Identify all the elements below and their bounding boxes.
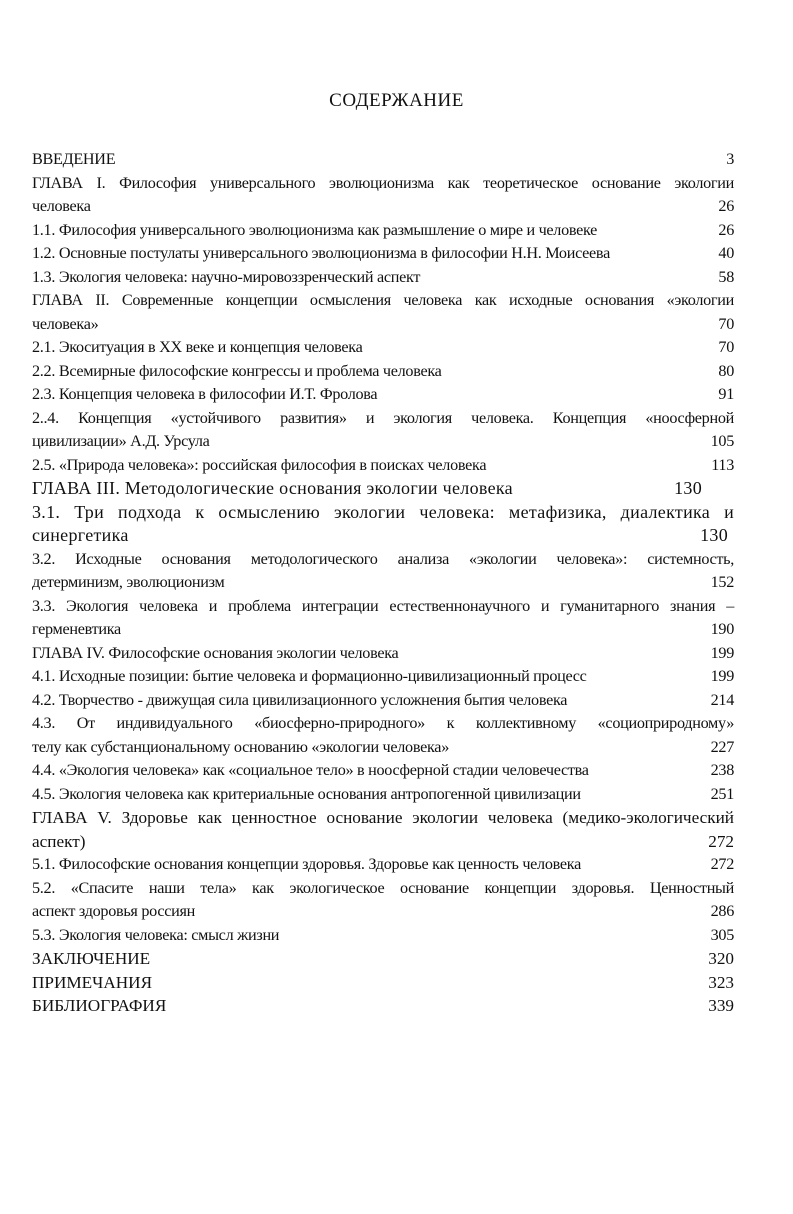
toc-entry-title-cont: детерминизм, эволюционизм <box>32 573 225 591</box>
toc-entry-title: ВВЕДЕНИЕ <box>32 150 116 168</box>
toc-entry-section-4-2[interactable] <box>32 689 734 713</box>
toc-entry-chapter-1[interactable] <box>32 172 734 219</box>
toc-entry-page: 227 <box>710 737 734 756</box>
toc-entry-title-cont: человека <box>32 197 91 215</box>
toc-entry-title: ГЛАВА V. Здоровье как ценностное основание экологии человека (медико-экологический <box>32 808 734 827</box>
toc-entry-page: 251 <box>710 784 734 803</box>
toc-entry-title: 5.2. «Спасите наши тела» как экологическое основание концепции здоровья. Ценностный <box>32 878 734 897</box>
toc-entry-section-3-3[interactable] <box>32 595 734 642</box>
toc-entry-section-5-1[interactable] <box>32 853 734 877</box>
toc-entry-title-cont: аспект) <box>32 831 86 851</box>
toc-entry-section-2-5[interactable] <box>32 454 734 478</box>
toc-entry-title: БИБЛИОГРАФИЯ <box>32 996 167 1015</box>
toc-entry-page: 91 <box>718 385 734 403</box>
toc-entry-title-cont: человека» <box>32 314 99 333</box>
toc-entry-title: ГЛАВА III. Методологические основания экологии человека <box>32 478 513 498</box>
toc-entry-title: 3.1. Три подхода к осмыслению экологии человека: метафизика, диалектика и <box>32 501 734 522</box>
toc-entry-notes[interactable] <box>32 971 734 995</box>
toc-entry-title: 4.5. Экология человека как критериальные основания антропогенной цивилизации <box>32 784 581 803</box>
toc-entry-page: 272 <box>708 831 734 851</box>
toc-entry-page: 26 <box>718 197 734 215</box>
toc-entry-title: 2.3. Концепция человека в философии И.Т. Фролова <box>32 385 378 403</box>
page-title: СОДЕРЖАНИЕ <box>329 90 464 111</box>
toc-entry-chapter-3[interactable] <box>32 477 734 501</box>
table-of-contents <box>32 148 734 1018</box>
toc-entry-page: 80 <box>718 361 734 380</box>
toc-entry-title-cont: аспект здоровья россиян <box>32 902 195 920</box>
toc-entry-section-1-3[interactable] <box>32 266 734 290</box>
toc-entry-title: 1.3. Экология человека: научно-мировоззренческий аспект <box>32 267 421 286</box>
toc-entry-section-3-1[interactable] <box>32 501 734 548</box>
toc-entry-page: 199 <box>710 667 734 685</box>
toc-entry-title: 5.1. Философские основания концепции здоровья. Здоровье как ценность человека <box>32 855 581 873</box>
toc-entry-page: 199 <box>710 643 734 662</box>
toc-entry-title: ГЛАВА I. Философия универсального эволюционизма как теоретическое основание экологии <box>32 173 734 192</box>
toc-entry-page: 305 <box>710 925 734 944</box>
toc-entry-title: 4.1. Исходные позиции: бытие человека и формационно-цивилизационный процесс <box>32 667 587 685</box>
toc-entry-page: 40 <box>718 244 734 262</box>
toc-entry-page: 26 <box>718 220 734 239</box>
toc-entry-chapter-5[interactable] <box>32 806 734 853</box>
toc-entry-page: 214 <box>710 690 734 709</box>
toc-entry-section-3-2[interactable] <box>32 548 734 595</box>
toc-entry-title: 1.2. Основные постулаты универсального эволюционизма в философии Н.Н. Моисеева <box>32 244 610 262</box>
toc-entry-section-4-1[interactable] <box>32 665 734 689</box>
toc-entry-page: 272 <box>710 855 734 873</box>
toc-entry-page: 58 <box>718 267 734 286</box>
toc-entry-bibliography[interactable] <box>32 994 734 1018</box>
toc-entry-section-5-2[interactable] <box>32 877 734 924</box>
toc-entry-title: 5.3. Экология человека: смысл жизни <box>32 925 280 944</box>
toc-entry-title: ГЛАВА IV. Философские основания экологии человека <box>32 643 399 662</box>
toc-entry-title: ЗАКЛЮЧЕНИЕ <box>32 949 151 968</box>
toc-entry-chapter-4[interactable] <box>32 642 734 666</box>
toc-entry-page: 113 <box>711 455 734 474</box>
toc-entry-title: ГЛАВА II. Современные концепции осмысления человека как исходные основания «экологии <box>32 291 734 309</box>
toc-entry-introduction[interactable] <box>32 148 734 172</box>
toc-entry-page: 320 <box>708 949 734 968</box>
toc-entry-section-2-4[interactable] <box>32 407 734 454</box>
toc-entry-page: 286 <box>710 902 734 920</box>
toc-entry-title-cont: телу как субстанциональному основанию «экологии человека» <box>32 737 449 756</box>
toc-entry-section-2-1[interactable] <box>32 336 734 360</box>
toc-entry-page: 70 <box>718 338 734 356</box>
toc-entry-title-cont: цивилизации» А.Д. Урсула <box>32 432 210 450</box>
toc-entry-page: 238 <box>710 761 734 779</box>
toc-entry-section-5-3[interactable] <box>32 924 734 948</box>
toc-entry-title: 1.1. Философия универсального эволюционизма как размышление о мире и человеке <box>32 220 598 239</box>
toc-entry-section-1-2[interactable] <box>32 242 734 266</box>
toc-entry-page: 70 <box>718 314 734 333</box>
toc-entry-title-cont: синергетика <box>32 525 129 545</box>
toc-entry-page: 130 <box>700 525 728 545</box>
toc-entry-section-4-4[interactable] <box>32 759 734 783</box>
toc-entry-page: 190 <box>710 620 734 638</box>
toc-entry-page: 3 <box>726 150 734 168</box>
toc-entry-title: 2.5. «Природа человека»: российская философия в поисках человека <box>32 455 487 474</box>
toc-entry-section-2-2[interactable] <box>32 360 734 384</box>
toc-entry-section-4-3[interactable] <box>32 712 734 759</box>
toc-entry-title: 4.4. «Экология человека» как «социальное тело» в ноосферной стадии человечества <box>32 761 589 779</box>
toc-entry-page: 130 <box>674 478 702 498</box>
toc-entry-title: 3.2. Исходные основания методологического анализа «экологии человека»: системность, <box>32 549 734 568</box>
toc-entry-chapter-2[interactable] <box>32 289 734 336</box>
toc-entry-page: 152 <box>710 573 734 591</box>
toc-entry-title: 2..4. Концепция «устойчивого развития» и экология человека. Концепция «ноосферной <box>32 408 734 427</box>
toc-entry-page: 323 <box>708 972 734 992</box>
toc-entry-page: 339 <box>708 996 734 1015</box>
toc-entry-title: ПРИМЕЧАНИЯ <box>32 972 153 992</box>
toc-entry-section-4-5[interactable] <box>32 783 734 807</box>
toc-entry-section-2-3[interactable] <box>32 383 734 407</box>
toc-entry-conclusion[interactable] <box>32 947 734 971</box>
toc-entry-page: 105 <box>710 432 734 450</box>
toc-entry-title: 2.2. Всемирные философские конгрессы и проблема человека <box>32 361 442 380</box>
toc-entry-section-1-1[interactable] <box>32 219 734 243</box>
toc-entry-title: 2.1. Экоситуация в XX веке и концепция человека <box>32 338 363 356</box>
toc-entry-title: 3.3. Экология человека и проблема интеграции естественнонаучного и гуманитарного знания – <box>32 596 734 615</box>
toc-entry-title: 4.3. От индивидуального «биосферно-природного» к коллективному «социоприродному» <box>32 714 734 732</box>
toc-entry-title: 4.2. Творчество - движущая сила цивилизационного усложнения бытия человека <box>32 690 568 709</box>
toc-entry-title-cont: герменевтика <box>32 620 121 638</box>
